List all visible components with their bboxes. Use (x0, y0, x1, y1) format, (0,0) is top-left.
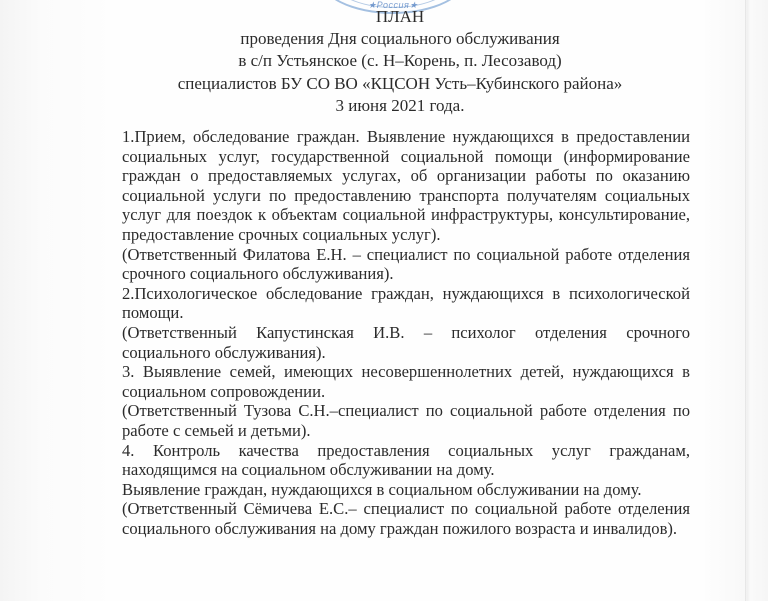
document-header (100, 6, 700, 117)
item-1-text: 1.Прием, обследование граждан. Выявление нуждающихся в предоставлении социальных услуг, государственной социальной помощи (информирование граждан о предоставляемых услугах, об организации работы по оказанию социальной услуги по предоставлению транспорта получателям социальных услуг для поездок к объектам социальной инфраструктуры, консультирование, предоставление срочных социальных услуг). (122, 127, 690, 244)
item-4-responsible: (Ответственный Сёмичева Е.С.– специалист по социальной работе отделения социального обслуживания на дому граждан пожилого возраста и инвалидов). (122, 499, 690, 538)
item-3-text: 3. Выявление семей, имеющих несовершеннолетних детей, нуждающихся в социальном сопровождении. (122, 362, 690, 401)
item-4-text: 4. Контроль качества предоставления социальных услуг гражданам, находящимся на социальном обслуживании на дому. (122, 440, 690, 480)
item-1-responsible: (Ответственный Филатова Е.Н. – специалист по социальной работе отделения срочного социального обслуживания). (122, 244, 690, 284)
document-title: ПЛАН (375, 7, 425, 26)
stamp-text: ★Россия★ (368, 0, 418, 10)
header-line-2: в с/п Устьянское (с. Н–Корень, п. Лесозавод) (238, 51, 562, 71)
header-line-3: специалистов БУ СО ВО «КЦСОН Усть–Кубинского района» (177, 73, 623, 93)
header-line-1: проведения Дня социального обслуживания (240, 29, 560, 49)
scan-edge-line (745, 0, 746, 601)
item-2-responsible: (Ответственный Капустинская И.В. – психолог отделения срочного социального обслуживания). (122, 322, 690, 362)
item-3-responsible: (Ответственный Тузова С.Н.–специалист по социальной работе отделения по работе с семьей и детьми). (122, 401, 690, 440)
header-date: 3 июня 2021 года. (335, 95, 465, 115)
item-2-text: 2.Психологическое обследование граждан, нуждающихся в психологической помощи. (122, 283, 690, 323)
item-4-extra: Выявление граждан, нуждающихся в социальном обслуживании на дому. (122, 479, 642, 499)
document-body (122, 127, 690, 538)
